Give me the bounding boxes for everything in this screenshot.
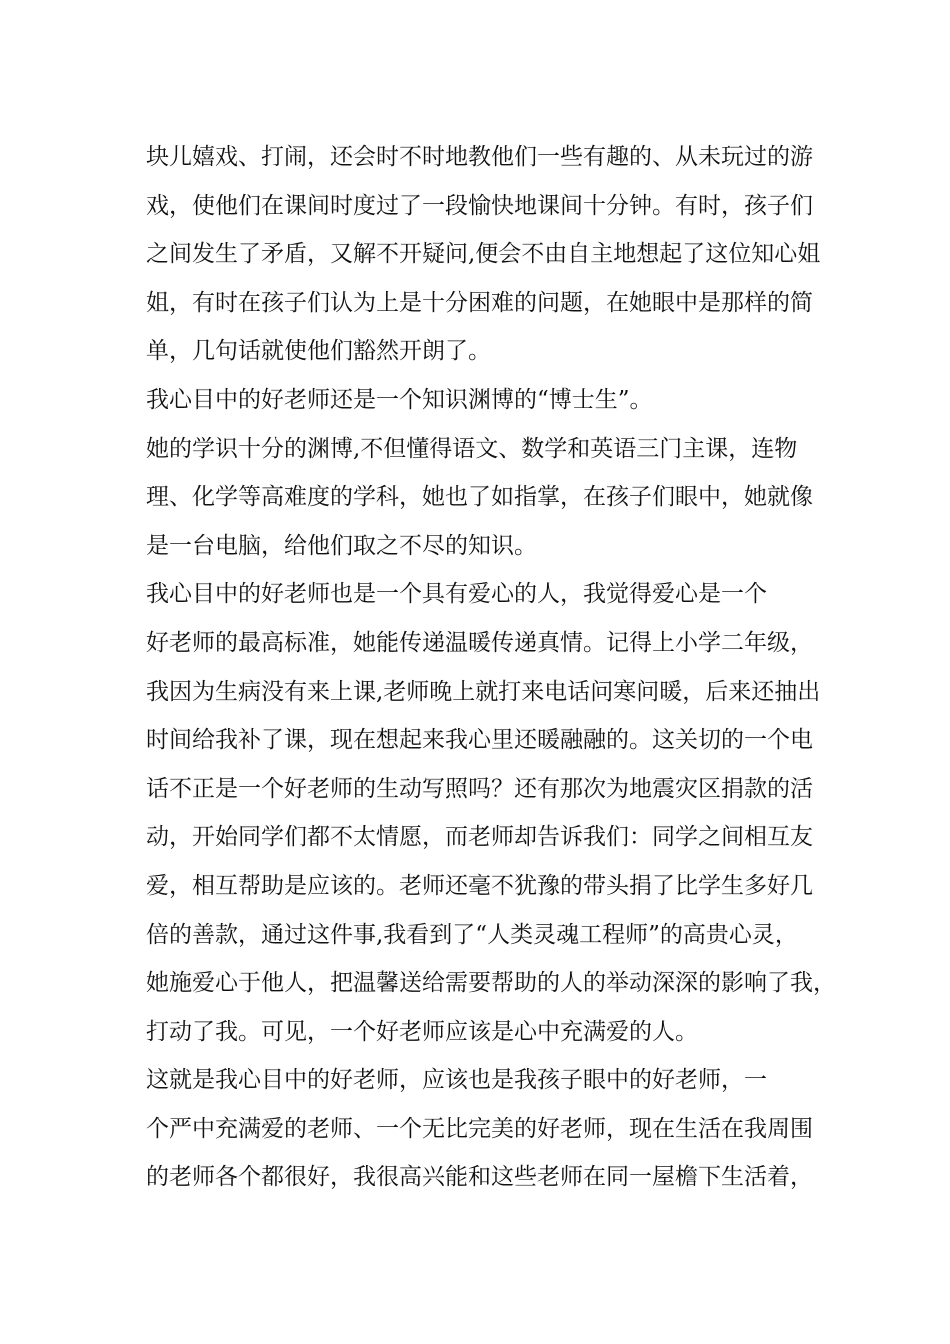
- text-line: 个严中充满爱的老师、一个无比完美的好老师，现在生活在我周围: [146, 1115, 813, 1142]
- text-line: 之间发生了矛盾，又解不开疑问,便会不由自主地想起了这位知心姐: [146, 241, 821, 268]
- text-line: 是一台电脑，给他们取之不尽的知识。: [146, 532, 537, 559]
- text-line: 戏，使他们在课间时度过了一段愉快地课间十分钟。有时，孩子们: [146, 192, 813, 219]
- text-line: 她的学识十分的渊博,不但懂得语文、数学和英语三门主课，连物: [146, 435, 798, 462]
- text-line: 理、化学等高难度的学科，她也了如指掌，在孩子们眼中，她就像: [146, 484, 813, 511]
- text-line: 单，几句话就使他们豁然开朗了。: [146, 338, 491, 365]
- body-text: [146, 133, 836, 1202]
- text-line: 她施爱心于他人，把温馨送给需要帮助的人的举动深深的影响了我，: [146, 970, 836, 997]
- text-line: 这就是我心目中的好老师，应该也是我孩子眼中的好老师，一: [146, 1067, 767, 1094]
- text-line: 话不正是一个好老师的生动写照吗？还有那次为地震灾区捐款的活: [146, 775, 813, 802]
- text-line: 时间给我补了课，现在想起来我心里还暖融融的。这关切的一个电: [146, 727, 813, 754]
- text-line: 我心目中的好老师也是一个具有爱心的人，我觉得爱心是一个: [146, 581, 767, 608]
- text-line: 好老师的最高标准，她能传递温暖传递真情。记得上小学二年级，: [146, 629, 813, 656]
- text-line: 我心目中的好老师还是一个知识渊博的“博士生”。: [146, 386, 653, 413]
- text-line: 打动了我。可见，一个好老师应该是心中充满爱的人。: [146, 1018, 698, 1045]
- text-line: 我因为生病没有来上课,老师晚上就打来电话问寒问暖，后来还抽出: [146, 678, 821, 705]
- text-line: 姐，有时在孩子们认为上是十分困难的问题，在她眼中是那样的简: [146, 289, 813, 316]
- text-line: 块儿嬉戏、打闹，还会时不时地教他们一些有趣的、从未玩过的游: [146, 144, 813, 170]
- text-line: 倍的善款，通过这件事,我看到了“人类灵魂工程师”的高贵心灵，: [146, 921, 798, 948]
- text-line: 动，开始同学们都不太情愿，而老师却告诉我们：同学之间相互友: [146, 824, 813, 851]
- text-line: 的老师各个都很好，我很高兴能和这些老师在同一屋檐下生活着，: [146, 1164, 813, 1191]
- text-line: 爱，相互帮助是应该的。老师还毫不犹豫的带头捐了比学生多好几: [146, 872, 813, 899]
